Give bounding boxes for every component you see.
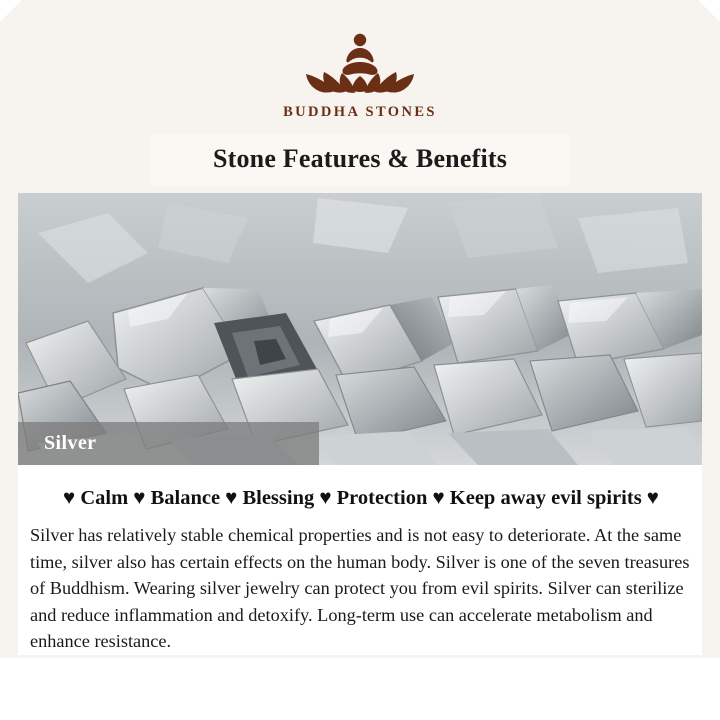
hero-image bbox=[18, 193, 702, 465]
stone-description-text: Silver has relatively stable chemical properties and is not easy to deteriorate. At the same time, silver also has certain effects on the human body. Silver is one of the seven treasures of Buddhism. Wearing silver jewelry can protect you from evil spirits. Silver can sterilize and reduce inflammation and detoxify. Long-term use can accelerate metabolism and enhance resistance. bbox=[30, 525, 690, 652]
bottom-white-area bbox=[0, 658, 720, 720]
corner-notch-bottom-right bbox=[700, 700, 720, 720]
stone-description-panel bbox=[18, 465, 702, 655]
stone-name-label: Silver bbox=[18, 422, 319, 465]
benefit-keywords: ♥ Calm ♥ Balance ♥ Blessing ♥ Protection ♥ Keep away evil spirits ♥ bbox=[63, 487, 659, 509]
brand-name: BUDDHA STONES bbox=[283, 104, 437, 120]
corner-notch-top-left bbox=[0, 0, 22, 22]
corner-notch-bottom-left bbox=[0, 700, 20, 720]
page-title: Stone Features & Benefits bbox=[212, 144, 508, 173]
lotus-meditation-icon bbox=[280, 26, 440, 98]
title-banner bbox=[150, 135, 570, 185]
corner-notch-top-right bbox=[698, 0, 720, 22]
brand-header bbox=[0, 0, 720, 121]
